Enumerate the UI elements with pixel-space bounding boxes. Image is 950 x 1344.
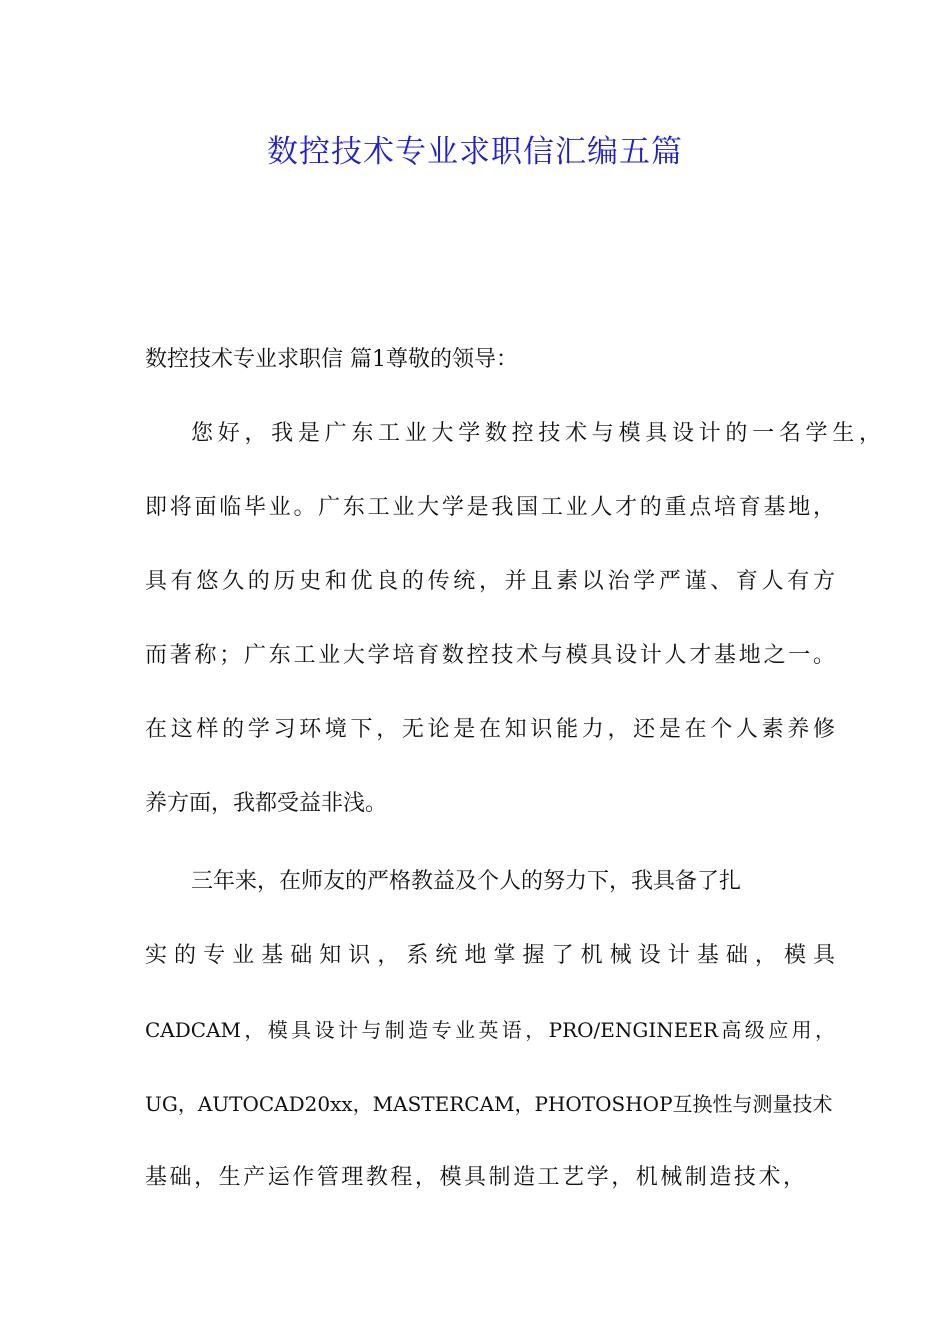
text-line-8: 三年来，在师友的严格教益及个人的努力下，我具备了扎 xyxy=(191,869,742,894)
text-line-12: 基础，生产运作管理教程，模具制造工艺学，机械制造技术， xyxy=(145,1165,805,1190)
text-line-5: 而著称；广东工业大学培育数控技术与模具设计人才基地之一。 xyxy=(145,643,835,668)
text-line-10: CADCAM，模具设计与制造专业英语，PRO/ENGINEER高级应用， xyxy=(145,1018,835,1042)
text-line-4: 具有悠久的历史和优良的传统，并且素以治学严谨、育人有方 xyxy=(145,569,835,594)
text-line-9: 实的专业基础知识，系统地掌握了机械设计基础，模具 xyxy=(145,943,835,968)
text-line-2: 您好，我是广东工业大学数控技术与模具设计的一名学生， xyxy=(191,421,881,446)
text-line-7: 养方面，我都受益非浅。 xyxy=(145,791,388,816)
text-line-11: UG，AUTOCAD20xx，MASTERCAM，PHOTOSHOP互换性与测量技术 xyxy=(145,1092,833,1116)
text-line-6: 在这样的学习环境下，无论是在知识能力，还是在个人素养修 xyxy=(145,717,835,742)
document-title: 数控技术专业求职信汇编五篇 xyxy=(267,134,683,170)
text-line-3: 即将面临毕业。广东工业大学是我国工业人才的重点培育基地， xyxy=(145,495,835,520)
text-line-1: 数控技术专业求职信 篇1尊敬的领导： xyxy=(145,347,518,372)
